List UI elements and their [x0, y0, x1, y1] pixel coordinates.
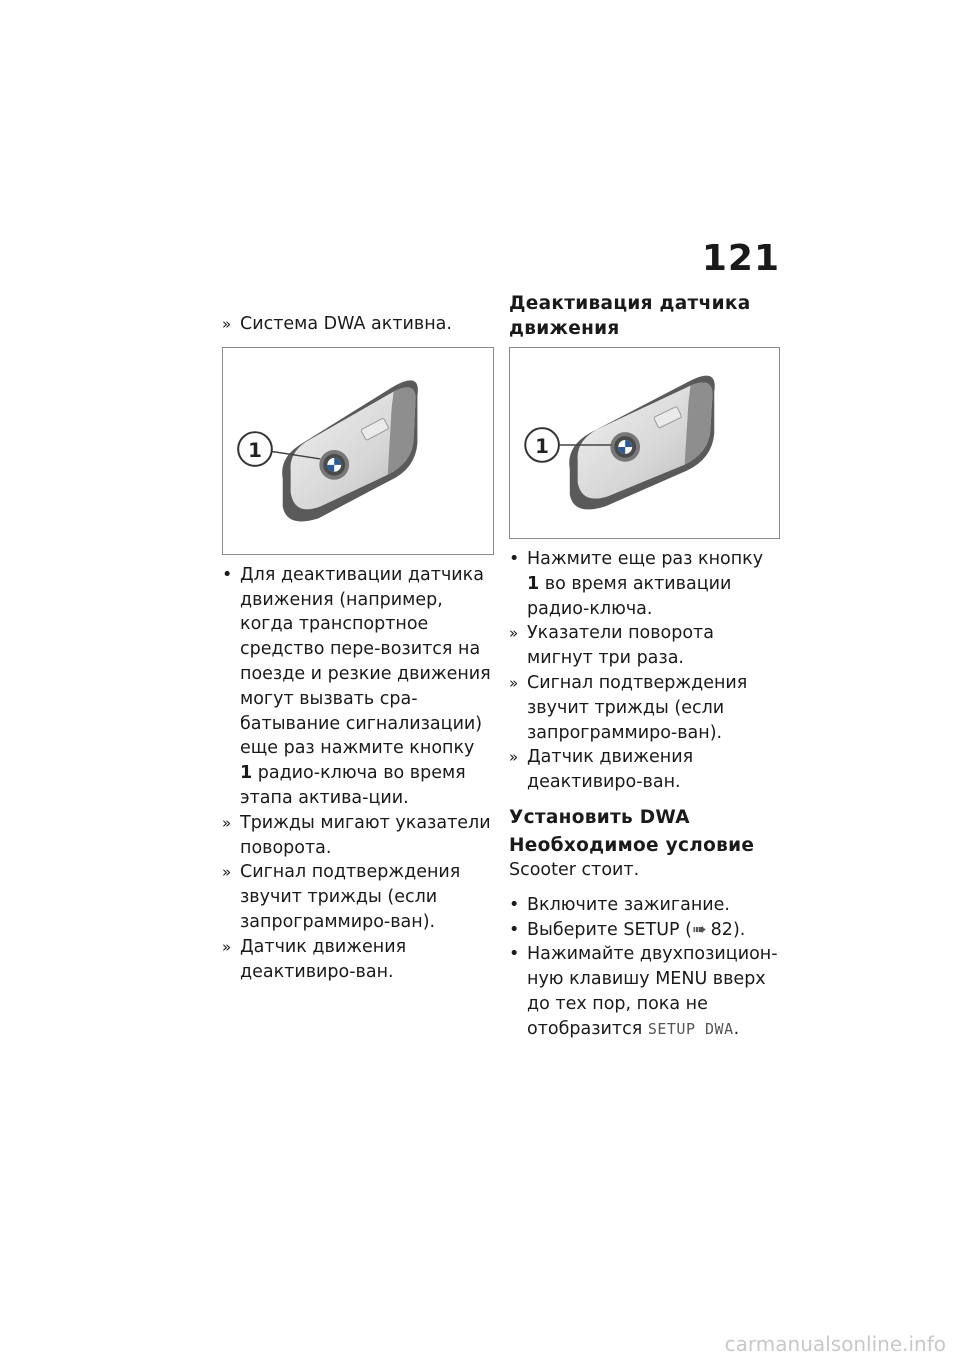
key-reference: 1 [240, 763, 253, 784]
result-item [509, 621, 779, 671]
remote-key-illustration [223, 348, 493, 554]
step-text: Включите зажигание. [527, 894, 730, 915]
result-text: Сигнал подтверждения звучит трижды (если запрограммиро-ван). [240, 862, 461, 932]
page-ref-arrow-icon: ➠ [692, 919, 707, 940]
instruction-text-after: радио-ключа во время этапа актива-ции. [240, 763, 466, 808]
instruction-text-before: Для деактивации датчика движения (например, когда транспортное средство пере-возится на поезде и резкие движения могут вызвать сра-батывание сигнализации) еще раз нажмите кнопку [240, 564, 491, 759]
bullet-mark: • [509, 549, 520, 569]
footer-watermark: carmanualsonline.info [724, 1332, 946, 1356]
subheading-precondition: Необходимое условие [509, 834, 755, 856]
result-text: Датчик движения деактивиро-ван. [240, 936, 407, 982]
result-text: Датчик движения деактивиро-ван. [527, 747, 694, 793]
left-column [222, 312, 492, 984]
section-heading-setup: Установить DWA [509, 806, 690, 828]
instruction-step [509, 547, 779, 621]
result-item [509, 745, 779, 795]
remote-key-illustration [510, 348, 779, 538]
instruction-text-before: Нажмите еще раз кнопку [527, 549, 764, 569]
section-heading-deactivation: Деактивация датчика движения [509, 293, 751, 339]
bullet-mark: • [509, 944, 520, 965]
result-text: Сигнал подтверждения звучит трижды (если запрограммиро-ван). [527, 672, 748, 743]
result-mark: » [509, 748, 519, 767]
setup-step-ignition [509, 893, 779, 918]
display-text: SETUP DWA [647, 1019, 734, 1038]
step-text-before: Нажимайте двухпозицион-ную клавишу MENU вверх до тех пор, пока не отобразится [527, 944, 778, 1039]
status-line-text: Система DWA активна. [240, 314, 452, 334]
remote-key-figure [222, 347, 494, 555]
result-mark: » [509, 624, 519, 643]
bullet-mark: • [222, 564, 233, 585]
result-item [222, 811, 492, 861]
right-column [509, 291, 779, 1042]
status-line [222, 312, 492, 337]
step-text-after: . [733, 1018, 740, 1039]
result-text: Указатели поворота мигнут три раза. [527, 623, 714, 669]
result-text: Трижды мигают указатели поворота. [240, 812, 491, 858]
precondition-text: Scooter стоит. [509, 859, 640, 880]
bullet-mark: • [509, 894, 520, 915]
page-reference: 82 [710, 919, 733, 940]
result-item [509, 671, 779, 745]
result-mark: » [222, 813, 232, 832]
result-item [222, 860, 492, 934]
setup-step-select [509, 918, 779, 943]
key-reference: 1 [527, 573, 540, 594]
setup-step-menu [509, 942, 779, 1041]
bullet-mark: • [509, 919, 520, 940]
step-text-before: Выберите SETUP ( [527, 919, 692, 940]
step-text-after: ). [732, 919, 746, 940]
result-mark: » [222, 863, 232, 882]
result-item [222, 935, 492, 985]
result-mark: » [222, 315, 232, 333]
instruction-step [222, 563, 492, 811]
result-mark: » [509, 673, 519, 692]
page-number: 121 [701, 238, 780, 279]
instruction-text-after: во время активации радио-ключа. [527, 573, 732, 619]
remote-key-figure [509, 347, 780, 539]
result-mark: » [222, 937, 232, 956]
figure-callout: 1 [535, 434, 549, 458]
figure-callout: 1 [248, 438, 262, 462]
